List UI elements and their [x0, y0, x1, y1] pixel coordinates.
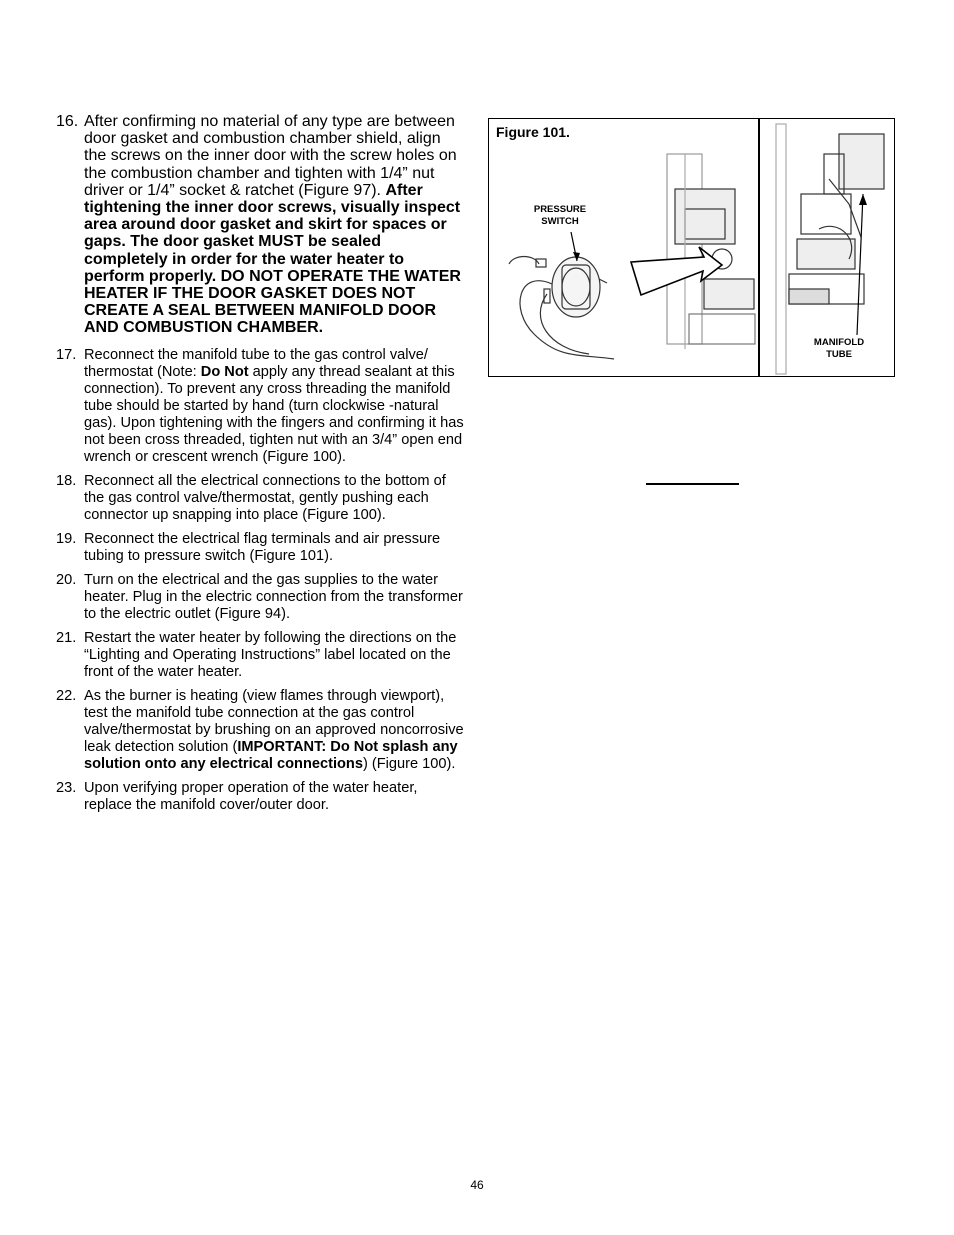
step-number: 20.: [56, 571, 77, 588]
callout-line: MANIFOLD: [813, 337, 865, 348]
callout-line: PRESSURE: [533, 204, 587, 215]
step-text: Restart the water heater by following the directions on the “Lighting and Operating Instructions” label located on the front of the water heater.: [84, 629, 457, 680]
step-warning: IMPORTANT: Do Not splash any solution onto any electrical connections: [84, 738, 458, 772]
figure-caption: Figure 101.: [496, 124, 570, 140]
callout-line: SWITCH: [541, 216, 579, 227]
step-text: Upon verifying proper operation of the water heater, replace the manifold cover/outer door.: [84, 779, 418, 813]
step-number: 22.: [56, 687, 77, 704]
step-text: Turn on the electrical and the gas supplies to the water heater. Plug in the electric connection from the transformer to the electric outlet (Figure 94).: [84, 571, 463, 622]
horizontal-rule: [646, 483, 739, 485]
step-emphasis: Do Not: [200, 363, 249, 380]
step-text: After confirming no material of any type are between door gasket and combustion chamber shield, align the screws on the inner door with the screw holes on the combustion chamber and tighten with 1/4” nut driver or 1/4” socket & ratchet (Figure 97).: [84, 113, 457, 199]
step-text: ) (Figure 100).: [362, 755, 456, 772]
page-number: 46: [470, 1178, 484, 1192]
step-warning: After tightening the inner door screws, visually inspect area around door gasket and skirt for spaces or gaps. The door gasket MUST be sealed completely in order for the water heater to perform properly. DO NOT OPERATE THE WATER HEATER IF THE DOOR GASKET DOES NOT CREATE A SEAL BETWEEN MANIFOLD DOOR AND COMBUSTION CHAMBER.: [84, 181, 461, 337]
step-22: [56, 688, 466, 773]
instruction-list: [56, 113, 466, 814]
step-18: [56, 473, 466, 524]
step-number: 21.: [56, 629, 77, 646]
step-number: 23.: [56, 779, 77, 796]
step-number: 19.: [56, 530, 77, 547]
manifold-tube-callout: [807, 337, 871, 361]
step-text: Reconnect the electrical flag terminals and air pressure tubing to pressure switch (Figure 101).: [84, 530, 441, 564]
pressure-switch-callout: [529, 204, 591, 228]
step-number: 17.: [56, 346, 77, 363]
callout-line: TUBE: [826, 349, 852, 360]
step-text: Reconnect all the electrical connections to the bottom of the gas control valve/thermostat, gently pushing each connector up snapping into place (Figure 100).: [84, 472, 446, 523]
step-20: [56, 572, 466, 623]
step-19: [56, 531, 466, 565]
step-text: As the burner is heating (view flames through viewport), test the manifold tube connection at the gas control valve/thermostat by brushing on an approved noncorrosive leak detection solution (: [84, 687, 464, 755]
step-17: [56, 347, 466, 466]
step-23: [56, 780, 466, 814]
step-16: [56, 113, 466, 337]
step-number: 16.: [56, 113, 79, 130]
step-number: 18.: [56, 472, 77, 489]
figure-101: [488, 118, 895, 377]
step-21: [56, 630, 466, 681]
step-text: Reconnect the manifold tube to the gas control valve/ thermostat (Note:: [84, 346, 428, 380]
figure-divider: [758, 119, 760, 376]
step-text: apply any thread sealant at this connection). To prevent any cross threading the manifold tube should be started by hand (turn clockwise -natural gas). Upon tightening with the fingers and confirming it has not been cross threaded, tighten nut with an 3/4” open end wrench or crescent wrench (Figure 100).: [84, 363, 464, 465]
